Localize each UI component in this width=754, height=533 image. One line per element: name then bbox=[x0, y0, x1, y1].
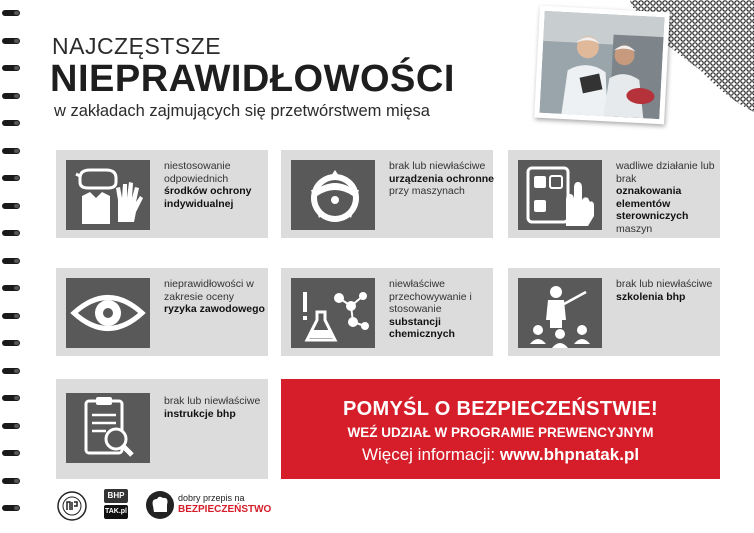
header-line-1: NAJCZĘSTSZE bbox=[52, 33, 222, 59]
bhp-tak-logo: BHP TAK.pl bbox=[104, 489, 128, 521]
card-control-markings bbox=[508, 150, 720, 238]
campaign-logo-text: dobry przepis na BEZPIECZEŃSTWO bbox=[178, 493, 272, 515]
card-training bbox=[508, 268, 720, 356]
website-link[interactable]: www.bhpnatak.pl bbox=[499, 445, 640, 464]
spiral-ring bbox=[2, 313, 20, 319]
eye-icon bbox=[66, 278, 150, 348]
header-subtitle: w zakładach zajmujących się przetwórstwem mięsa bbox=[54, 102, 430, 120]
cta-headline: POMYŚL O BEZPIECZEŃSTWIE! bbox=[343, 398, 658, 420]
spiral-ring bbox=[2, 93, 20, 99]
chemistry-flask-icon bbox=[291, 278, 375, 348]
spiral-ring bbox=[2, 340, 20, 346]
spiral-ring bbox=[2, 450, 20, 456]
cta-info: Więcej informacji: www.bhpnatak.pl bbox=[361, 445, 640, 464]
spiral-ring bbox=[2, 285, 20, 291]
workers-photo bbox=[534, 6, 670, 125]
spiral-ring bbox=[2, 203, 20, 209]
training-icon bbox=[518, 278, 602, 348]
spiral-ring bbox=[2, 505, 20, 511]
spiral-ring bbox=[2, 10, 20, 16]
card-text: niestosowanie odpowiednich środków ochrony indywidualnej bbox=[164, 160, 252, 210]
cta-banner bbox=[281, 379, 720, 479]
spiral-ring bbox=[2, 368, 20, 374]
spiral-ring bbox=[2, 38, 20, 44]
card-chemicals bbox=[281, 268, 493, 356]
spiral-ring bbox=[2, 230, 20, 236]
card-text: wadliwe działanie lub brak oznakowania elementów sterowniczych maszyn bbox=[616, 160, 715, 235]
spiral-ring bbox=[2, 423, 20, 429]
card-text: nieprawidłowości w zakresie oceny ryzyka zawodowego bbox=[164, 278, 265, 315]
chef-hat-logo bbox=[145, 490, 175, 520]
control-panel-icon bbox=[518, 160, 602, 230]
cta-subheadline: WEŹ UDZIAŁ W PROGRAMIE PREWENCYJNYM bbox=[347, 425, 654, 440]
card-ppe bbox=[56, 150, 268, 238]
card-machine-guards bbox=[281, 150, 493, 238]
card-risk-assessment bbox=[56, 268, 268, 356]
clipboard-search-icon bbox=[66, 393, 150, 463]
card-text: brak lub niewłaściwe instrukcje bhp bbox=[164, 395, 261, 420]
protective-equipment-icon bbox=[66, 160, 150, 230]
spiral-ring bbox=[2, 175, 20, 181]
spiral-ring bbox=[2, 258, 20, 264]
card-text: brak lub niewłaściwe urządzenia ochronne przy maszynach bbox=[389, 160, 495, 197]
saw-blade-guard-icon bbox=[291, 160, 375, 230]
spiral-binding bbox=[0, 10, 22, 525]
institution-seal-logo bbox=[57, 491, 87, 521]
page-title: NIEPRAWIDŁOWOŚCI bbox=[50, 58, 455, 100]
spiral-ring bbox=[2, 65, 20, 71]
card-text: niewłaściwe przechowywanie i stosowanie substancji chemicznych bbox=[389, 278, 472, 340]
card-text: brak lub niewłaściwe szkolenia bhp bbox=[616, 278, 713, 303]
card-instructions bbox=[56, 379, 268, 479]
spiral-ring bbox=[2, 148, 20, 154]
spiral-ring bbox=[2, 395, 20, 401]
spiral-ring bbox=[2, 478, 20, 484]
spiral-ring bbox=[2, 120, 20, 126]
